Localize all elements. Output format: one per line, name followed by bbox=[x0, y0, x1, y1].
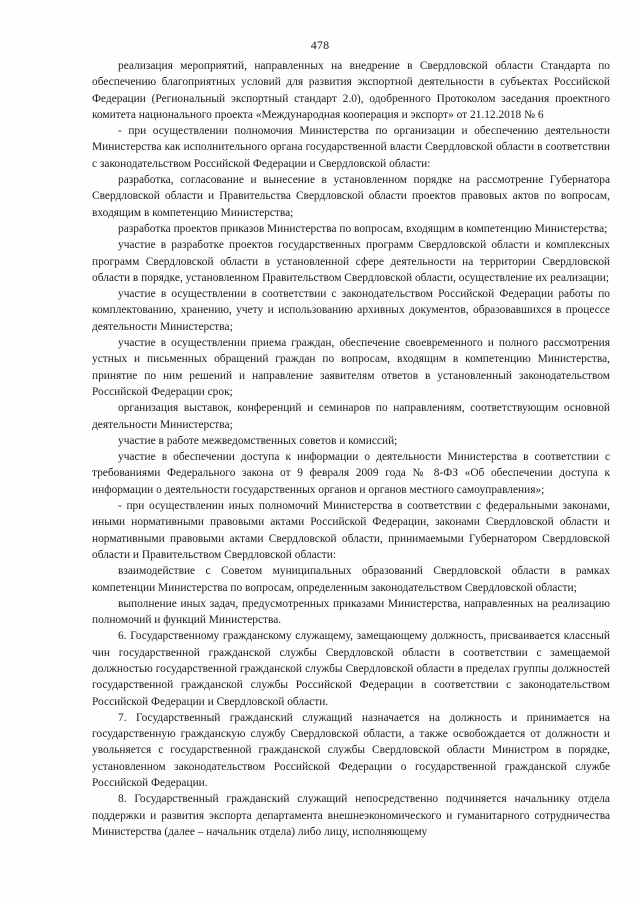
paragraph: 6. Государственному гражданскому служащему, замещающему должность, присваивается классный чин государственной гражданской службы Свердловской области в соответствии с замещаемой должностью государственной гражданской службы Свердловской области в пределах группы должностей государственной гражданской службы Российской Федерации в соответствии с законодательством Российской Федерации и Свердловской области. bbox=[92, 630, 610, 708]
paragraph: участие в обеспечении доступа к информации о деятельности Министерства в соответствии с требованиями Федерального закона от 9 февраля 2009 года № 8-ФЗ «Об обеспечении доступа к информации о деятельности государственных органов и органов местного самоуправления»; bbox=[92, 451, 610, 496]
paragraph: разработка, согласование и вынесение в установленном порядке на рассмотрение Губернатора Свердловской области и Правительства Свердловской области проектов правовых актов по вопросам, входящим в компетенцию Министерства; bbox=[92, 174, 610, 219]
paragraph: выполнение иных задач, предусмотренных приказами Министерства, направленных на реализацию полномочий и функций Министерства. bbox=[92, 597, 610, 627]
paragraph: - при осуществлении полномочия Министерства по организации и обеспечению деятельности Министерства как исполнительного органа государственной власти Свердловской области в соответствии с законодательством Российской Федерации и Свердловской области: bbox=[92, 125, 610, 170]
paragraph: 7. Государственный гражданский служащий назначается на должность и принимается на государственную гражданскую службу Свердловской области, а также освобождается от должности и увольняется с государственной гражданской службы Свердловской области Министром в порядке, установленном законодательством Российской Федерации о государственной гражданской службе Российской Федерации. bbox=[92, 711, 610, 790]
paragraph: - при осуществлении иных полномочий Министерства в соответствии с федеральными законами, иными нормативными правовыми актами Российской Федерации, законами Свердловской области и нормативными правовыми актами Свердловской области, принимаемыми Губернатором Свердловской области и Правительством Свердловской области: bbox=[92, 500, 610, 561]
document-body bbox=[92, 58, 610, 840]
paragraph: организация выставок, конференций и семинаров по направлениям, соответствующим основной деятельности Министерства; bbox=[92, 402, 610, 431]
page-number: 478 bbox=[310, 38, 330, 52]
paragraph: разработка проектов приказов Министерства по вопросам, входящим в компетенцию Министерства; bbox=[118, 222, 608, 235]
paragraph: реализация мероприятий, направленных на внедрение в Свердловской области Стандарта по обеспечению благоприятных условий для развития экспортной деятельности в субъектах Российской Федерации (Региональный экспортный стандарт 2.0), одобренного Протоколом заседания проектного комитета национального проекта «Международная кооперация и экспорт» от 21.12.2018 № 6 bbox=[92, 60, 610, 121]
paragraph: участие в осуществлении в соответствии с законодательством Российской Федерации работы по комплектованию, хранению, учету и использованию архивных документов, образовавшихся в процессе деятельности Министерства; bbox=[92, 288, 610, 333]
paragraph: участие в разработке проектов государственных программ Свердловской области и комплексных программ Свердловской области в установленной сфере деятельности на территории Свердловской области в порядке, установленном Правительством Свердловской области, осуществление их реализации; bbox=[92, 239, 610, 284]
paragraph: 8. Государственный гражданский служащий непосредственно подчиняется начальнику отдела поддержки и развития экспорта департамента внешнеэкономического и гуманитарного сотрудничества Министерства (далее – начальник отдела) либо лицу, исполняющему bbox=[92, 793, 610, 838]
paragraph: взаимодействие с Советом муниципальных образований Свердловской области в рамках компетенции Министерства по вопросам, определенным законодательством Свердловской области; bbox=[92, 565, 610, 594]
paragraph: участие в осуществлении приема граждан, обеспечение своевременного и полного рассмотрения устных и письменных обращений граждан по вопросам, входящим в компетенцию Министерства, принятие по ним решений и направление заявителям ответов в установленный законодательством Российской Федерации срок; bbox=[92, 337, 610, 398]
paragraph: участие в работе межведомственных советов и комиссий; bbox=[118, 434, 398, 447]
